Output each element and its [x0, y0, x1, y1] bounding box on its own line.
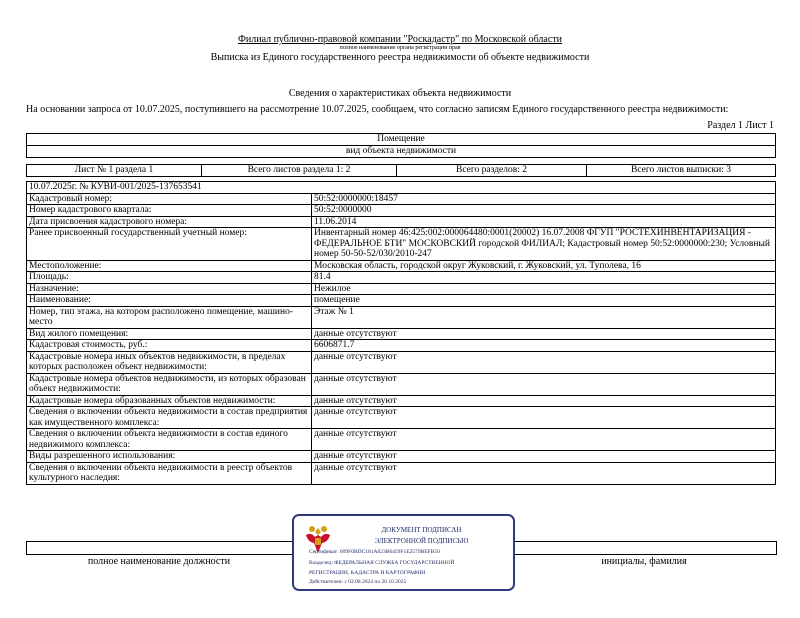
row-label: Назначение: [27, 283, 312, 295]
row-label: Ранее присвоенный государственный учетный номер: [27, 228, 312, 261]
row-value: 50:52:0000000 [312, 205, 776, 217]
row-label: Наименование: [27, 295, 312, 307]
sheet-info-table [26, 164, 776, 177]
sections-total: Всего разделов: 2 [397, 165, 587, 177]
table-row [27, 295, 776, 307]
stamp-validity: Действителен: с 02.08.2024 по 26.10.2025 [309, 579, 407, 585]
row-value: 81.4 [312, 272, 776, 284]
table-row [27, 283, 776, 295]
row-value: Этаж № 1 [312, 306, 776, 328]
table-row [27, 260, 776, 272]
table-row [27, 340, 776, 352]
object-kind-table [26, 133, 776, 158]
row-value: данные отсутствуют [312, 407, 776, 429]
sheets-in-section: Всего листов раздела 1: 2 [202, 165, 397, 177]
row-label: Номер, тип этажа, на котором расположено помещение, машино-место [27, 306, 312, 328]
table-row [27, 205, 776, 217]
row-value: данные отсутствуют [312, 328, 776, 340]
row-value: 6606871.7 [312, 340, 776, 352]
object-title: Помещение [27, 134, 776, 146]
row-label: Кадастровая стоимость, руб.: [27, 340, 312, 352]
characteristics-table [26, 181, 776, 485]
table-row [27, 216, 776, 228]
row-value: Московская область, городской округ Жуковский, г. Жуковский, ул. Туполева, 16 [312, 260, 776, 272]
row-value: данные отсутствуют [312, 351, 776, 373]
row-value: данные отсутствуют [312, 462, 776, 484]
row-label: Кадастровые номера образованных объектов недвижимости: [27, 395, 312, 407]
stamp-title-line2: ЭЛЕКТРОННОЙ ПОДПИСЬЮ [374, 537, 469, 545]
row-label: Виды разрешенного использования: [27, 451, 312, 463]
section-title: Сведения о характеристиках объекта недвижимости [288, 88, 512, 99]
table-row [27, 451, 776, 463]
row-value: данные отсутствуют [312, 395, 776, 407]
table-row [27, 395, 776, 407]
row-label: Сведения о включении объекта недвижимости в реестр объектов культурного наследия: [27, 462, 312, 484]
stamp-certificate: Сертификат: 009F0BDC181A023B6459F1E2579BEFB50 [309, 549, 440, 555]
row-label: Площадь: [27, 272, 312, 284]
row-label: Вид жилого помещения: [27, 328, 312, 340]
row-value: данные отсутствуют [312, 429, 776, 451]
row-label: Кадастровые номера объектов недвижимости, из которых образован объект недвижимости: [27, 373, 312, 395]
object-kind-caption: вид объекта недвижимости [27, 146, 776, 158]
document-title: Выписка из Единого государственного реестра недвижимости об объекте недвижимости [210, 52, 590, 63]
record-number: 10.07.2025г. № КУВИ-001/2025-137653541 [27, 182, 776, 194]
row-value: 50:52:0000000:18457 [312, 193, 776, 205]
stamp-owner-line2: РЕГИСТРАЦИИ, КАДАСТРА И КАРТОГРАФИИ [309, 570, 426, 576]
position-signature-line [26, 541, 293, 555]
name-signature-line [512, 541, 777, 555]
table-row [27, 272, 776, 284]
row-label: Местоположение: [27, 260, 312, 272]
organization-caption: полное наименование органа регистрации прав [339, 45, 461, 51]
table-row [27, 462, 776, 484]
row-label: Дата присвоения кадастрового номера: [27, 216, 312, 228]
row-label: Сведения о включении объекта недвижимости в состав единого недвижимого комплекса: [27, 429, 312, 451]
sheets-total: Всего листов выписки: 3 [587, 165, 776, 177]
row-value: 11.06.2014 [312, 216, 776, 228]
organization-name: Филиал публично-правовой компании "Роскадастр" по Московской области [237, 34, 563, 45]
row-value: Инвентарный номер 46:425:002:000064480:0001(20002) 16.07.2008 ФГУП "РОСТЕХИНВЕНТАРИЗАЦИЯ - ФЕДЕРАЛЬНОЕ БТИ" МОСКОВСКИЙ городской ФИЛИАЛ; Кадастровый номер 50:52:0000000:230; Условный номер 50-50-52/030/2010-247 [312, 228, 776, 261]
name-caption: инициалы, фамилия [601, 556, 687, 567]
position-caption: полное наименование должности [87, 556, 231, 567]
table-row [27, 407, 776, 429]
intro-text: На основании запроса от 10.07.2025, поступившего на рассмотрение 10.07.2025, сообщаем, что согласно записям Единого государственного реестра недвижимости: [26, 104, 729, 115]
table-row [27, 228, 776, 261]
table-row [27, 351, 776, 373]
table-row [27, 306, 776, 328]
row-value: данные отсутствуют [312, 373, 776, 395]
stamp-owner-line1: Владелец: ФЕДЕРАЛЬНАЯ СЛУЖБА ГОСУДАРСТВЕННОЙ [309, 560, 455, 566]
row-value: помещение [312, 295, 776, 307]
table-row [27, 429, 776, 451]
sheet-number: Лист № 1 раздела 1 [27, 165, 202, 177]
table-row [27, 328, 776, 340]
electronic-signature-stamp [292, 514, 515, 591]
section-label: Раздел 1 Лист 1 [707, 120, 774, 131]
row-value: Нежилое [312, 283, 776, 295]
row-label: Номер кадастрового квартала: [27, 205, 312, 217]
table-row [27, 373, 776, 395]
row-label: Кадастровые номера иных объектов недвижимости, в пределах которых расположен объект недвижимости: [27, 351, 312, 373]
table-row [27, 193, 776, 205]
stamp-title-line1: ДОКУМЕНТ ПОДПИСАН [381, 526, 462, 534]
row-label: Сведения о включении объекта недвижимости в состав предприятия как имущественного комплекса: [27, 407, 312, 429]
row-label: Кадастровый номер: [27, 193, 312, 205]
row-value: данные отсутствуют [312, 451, 776, 463]
